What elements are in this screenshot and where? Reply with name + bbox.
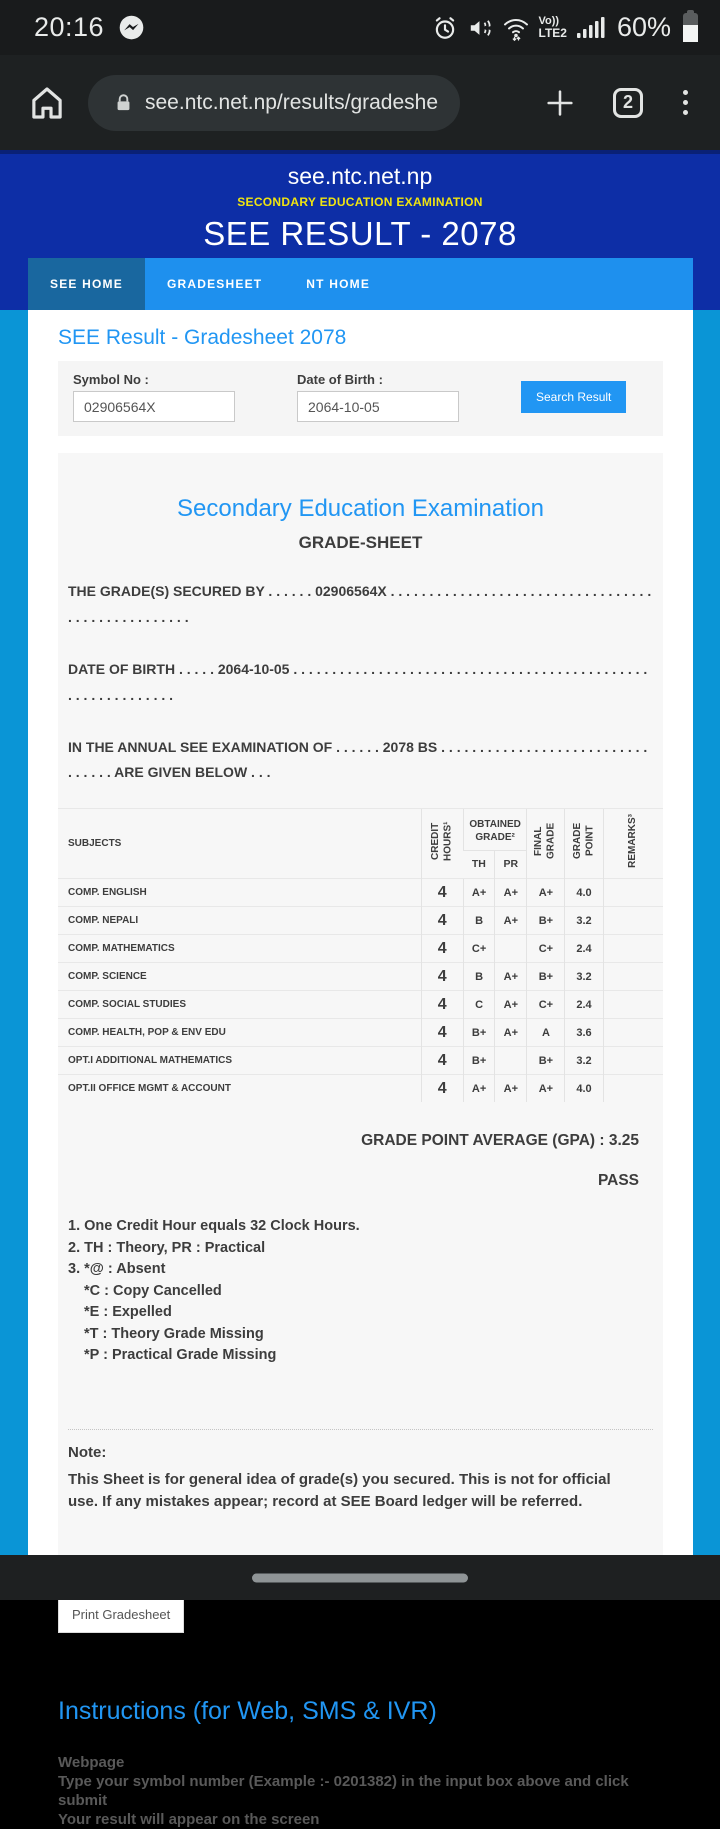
site-navbar [28, 258, 693, 310]
battery-icon [683, 13, 698, 42]
instructions-lines [58, 1754, 663, 1829]
footnote-line: *T : Theory Grade Missing [84, 1325, 264, 1342]
note-label: Note: [68, 1443, 107, 1461]
table-row: COMP. NEPALI 4 B A+ B+ 3.2 [58, 907, 663, 935]
sound-muted-icon [467, 15, 493, 41]
footnote-line: 3. *@ : Absent [68, 1261, 166, 1278]
col-header-remarks: REMARKS³ [603, 809, 663, 879]
gradesheet-title: Secondary Education Examination [177, 495, 544, 522]
signal-strength-icon [576, 15, 606, 41]
search-result-button[interactable]: Search Result [521, 381, 626, 413]
instruction-line: Your result will appear on the screen [58, 1810, 320, 1828]
home-icon[interactable] [26, 82, 68, 124]
symbol-field-group [73, 372, 235, 422]
col-header-th: TH [463, 851, 494, 879]
address-bar[interactable] [88, 75, 460, 131]
dob-input[interactable] [297, 391, 459, 422]
table-row: COMP. SCIENCE 4 B A+ B+ 3.2 [58, 963, 663, 991]
gradesheet-card [58, 453, 663, 1570]
nav-tab-gradesheet[interactable]: GRADESHEET [166, 277, 263, 291]
examination-line: IN THE ANNUAL SEE EXAMINATION OF . . . . . . 2078 BS . . . . . . . . . . . . . . . . . . . . . . . . . . . . . . . . . ARE GIVEN BELOW . . . [68, 738, 648, 781]
result-status: PASS [597, 1172, 639, 1190]
symbol-label: Symbol No : [73, 372, 149, 387]
page-content [28, 310, 693, 1828]
instruction-line: Webpage [58, 1754, 125, 1772]
footnote-line: 2. TH : Theory, PR : Practical [68, 1239, 266, 1256]
site-title: SEE RESULT - 2078 [203, 215, 517, 252]
note-block [68, 1429, 653, 1513]
col-header-credit-hours: CREDIT HOURS¹ [421, 809, 463, 879]
symbol-input[interactable] [73, 391, 235, 422]
print-gradesheet-button[interactable]: Print Gradesheet [58, 1596, 184, 1633]
tab-switcher-button[interactable]: 2 [613, 88, 643, 118]
col-header-final-grade: FINAL GRADE [527, 809, 565, 879]
col-header-grade-point: GRADE POINT [565, 809, 603, 879]
lock-icon[interactable] [114, 91, 133, 115]
wifi-icon [502, 15, 530, 41]
footnote-line: *C : Copy Cancelled [84, 1282, 222, 1299]
browser-toolbar [0, 55, 720, 150]
instruction-line: Type your symbol number (Example :- 0201382) in the input box above and click submit [58, 1773, 629, 1809]
messenger-notification-icon [118, 14, 145, 41]
battery-percent: 60% [616, 12, 671, 42]
site-domain: see.ntc.net.np [287, 163, 433, 189]
table-row: COMP. MATHEMATICS 4 C+ C+ 2.4 [58, 935, 663, 963]
site-subtitle: SECONDARY EDUCATION EXAMINATION [237, 195, 483, 209]
dob-field-group [297, 372, 459, 422]
instructions-heading: Instructions (for Web, SMS & IVR) [58, 1697, 437, 1726]
table-row: COMP. HEALTH, POP & ENV EDU 4 B+ A+ A 3.6 [58, 1019, 663, 1047]
footnote-line: *E : Expelled [84, 1304, 172, 1321]
gradesheet-subtitle: GRADE-SHEET [298, 533, 423, 552]
result-heading-link[interactable]: SEE Result - Gradesheet 2078 [58, 326, 347, 349]
new-tab-icon[interactable] [543, 86, 577, 120]
status-bar [0, 0, 720, 55]
col-header-subjects: SUBJECTS [58, 809, 421, 879]
alarm-icon [432, 15, 458, 41]
footnotes [68, 1216, 663, 1367]
table-row: COMP. SOCIAL STUDIES 4 C A+ C+ 2.4 [58, 991, 663, 1019]
col-header-obtained-grade: OBTAINED GRADE² [463, 809, 527, 851]
network-type-label: Vo)) LTE2 [538, 15, 567, 40]
browser-menu-icon[interactable] [679, 86, 692, 119]
date-of-birth-line: DATE OF BIRTH . . . . . 2064-10-05 . . . . . . . . . . . . . . . . . . . . . . . . . . . . . . . . . . . . . . . . . . . . . . . . . . . . . . . . . . . . [68, 660, 648, 703]
gpa-line: GRADE POINT AVERAGE (GPA) : 3.25 [361, 1132, 639, 1150]
footnote-line: *P : Practical Grade Missing [84, 1347, 277, 1364]
grades-secured-line: THE GRADE(S) SECURED BY . . . . . . 02906564X . . . . . . . . . . . . . . . . . . . . . . . . . . . . . . . . . . . . . . . . . . . . . . . . . . [68, 583, 652, 625]
site-header [0, 150, 720, 310]
note-text: This Sheet is for general idea of grade(s) you secured. This is not for official use. If any mistakes appear; record at SEE Board ledger will be referred. [68, 1470, 611, 1510]
nav-tab-nt-home[interactable]: NT HOME [306, 277, 371, 291]
grades-table [58, 808, 663, 1102]
table-row: OPT.I ADDITIONAL MATHEMATICS 4 B+ B+ 3.2 [58, 1047, 663, 1075]
gesture-handle[interactable] [252, 1573, 468, 1582]
table-row: COMP. ENGLISH 4 A+ A+ A+ 4.0 [58, 879, 663, 907]
nav-tab-see-home[interactable]: SEE HOME [28, 258, 145, 310]
dob-label: Date of Birth : [297, 372, 383, 387]
footnote-line: 1. One Credit Hour equals 32 Clock Hours. [68, 1218, 360, 1235]
navigation-gesture-bar [0, 1555, 720, 1600]
url-text: see.ntc.net.np/results/gradeshe [145, 90, 439, 114]
clock: 20:16 [34, 12, 105, 42]
col-header-pr: PR [495, 851, 527, 879]
table-row: OPT.II OFFICE MGMT & ACCOUNT 4 A+ A+ A+ 4.0 [58, 1075, 663, 1103]
webview [0, 150, 720, 1828]
search-panel [58, 361, 663, 436]
